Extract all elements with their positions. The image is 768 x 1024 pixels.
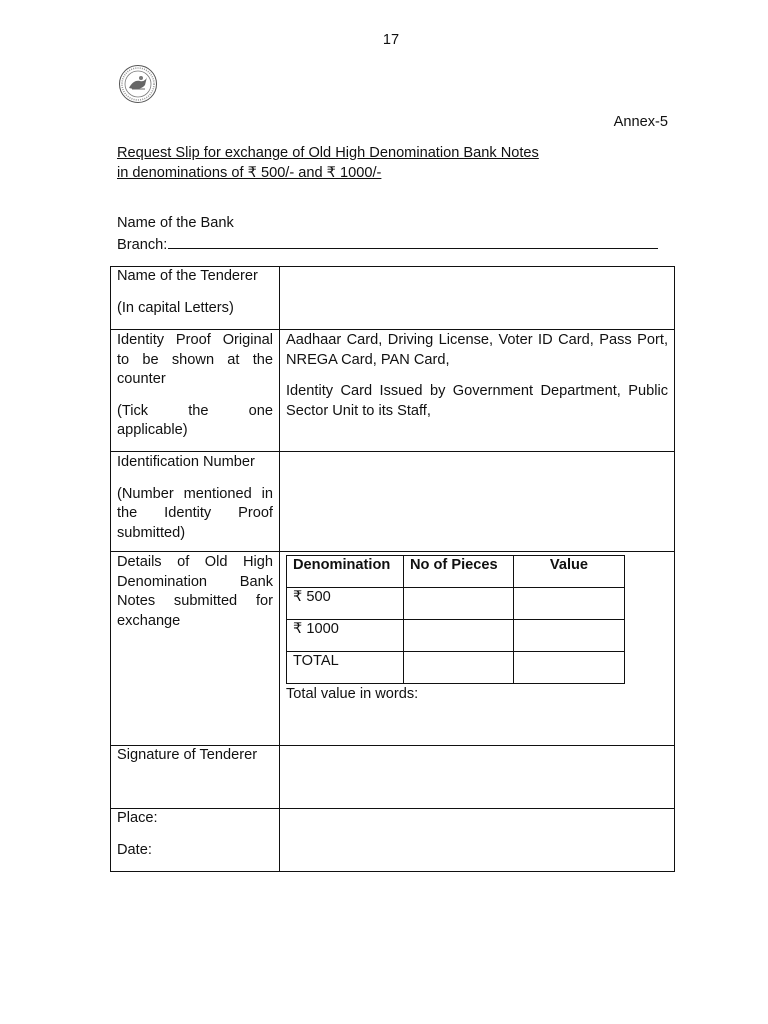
tenderer-name-row (111, 267, 675, 330)
identification-number-row (111, 452, 675, 552)
identity-proof-options-cell (280, 330, 675, 452)
identity-proof-label: Identity Proof Original to be shown at the counter (117, 332, 273, 387)
value-500-input[interactable] (514, 588, 625, 620)
annex-label: Annex-5 (613, 114, 668, 130)
note-details-label: Details of Old High Denomination Bank Notes submitted for exchange (117, 554, 273, 629)
place-date-label-cell (111, 809, 280, 872)
form-title-line-2: in denominations of ₹ 500/- and ₹ 1000/- (117, 164, 382, 181)
identification-number-note: (Number mentioned in the Identity Proof submitted) (117, 485, 273, 541)
denomination-header: Denomination (287, 556, 404, 588)
place-label: Place: (117, 810, 158, 826)
total-value-in-words-label: Total value in words: (286, 686, 419, 702)
identification-number-label: Identification Number (117, 454, 255, 470)
branch-blank-line[interactable] (168, 234, 658, 249)
identity-proof-row (111, 330, 675, 452)
place-date-input-cell[interactable] (280, 809, 675, 872)
denomination-total-row (287, 652, 625, 684)
page-number: 17 (382, 32, 400, 48)
identity-options-list-2[interactable]: Identity Card Issued by Government Department, Public Sector Unit to its Staff, (286, 383, 668, 419)
identity-proof-label-cell (111, 330, 280, 452)
total-value-input[interactable] (514, 652, 625, 684)
note-details-label-cell (111, 552, 280, 746)
denomination-1000-label: ₹ 1000 (287, 620, 404, 652)
bank-branch-label-line: Name of the Bank (117, 215, 234, 231)
denomination-table (286, 555, 625, 684)
pieces-1000-input[interactable] (404, 620, 514, 652)
rbi-seal-icon (118, 64, 158, 104)
denomination-row-500 (287, 588, 625, 620)
denomination-row-1000 (287, 620, 625, 652)
tenderer-name-label: Name of the Tenderer (117, 268, 258, 284)
signature-input-cell[interactable] (280, 746, 675, 809)
identity-options-list-1[interactable]: Aadhaar Card, Driving License, Voter ID Card, Pass Port, NREGA Card, PAN Card, (286, 332, 668, 368)
form-title-line-1: Request Slip for exchange of Old High Denomination Bank Notes (117, 145, 539, 161)
value-1000-input[interactable] (514, 620, 625, 652)
identification-number-label-cell (111, 452, 280, 552)
denomination-500-label: ₹ 500 (287, 588, 404, 620)
branch-label: Branch: (117, 236, 168, 253)
place-date-row (111, 809, 675, 872)
note-details-row (111, 552, 675, 746)
identity-proof-note: (Tick the one applicable) (117, 402, 273, 438)
bank-branch-field (117, 214, 658, 255)
form-title (117, 144, 539, 183)
tenderer-name-note: (In capital Letters) (117, 299, 234, 316)
denomination-header-row (287, 556, 625, 588)
request-slip-table (110, 266, 675, 872)
pieces-header: No of Pieces (404, 556, 514, 588)
tenderer-name-input-cell[interactable] (280, 267, 675, 330)
total-pieces-input[interactable] (404, 652, 514, 684)
note-details-content-cell (280, 552, 675, 746)
tenderer-name-label-cell (111, 267, 280, 330)
date-label: Date: (117, 841, 152, 858)
signature-label: Signature of Tenderer (117, 747, 258, 763)
total-label: TOTAL (287, 652, 404, 684)
pieces-500-input[interactable] (404, 588, 514, 620)
signature-label-cell (111, 746, 280, 809)
value-header: Value (514, 556, 625, 588)
signature-row (111, 746, 675, 809)
identification-number-input-cell[interactable] (280, 452, 675, 552)
